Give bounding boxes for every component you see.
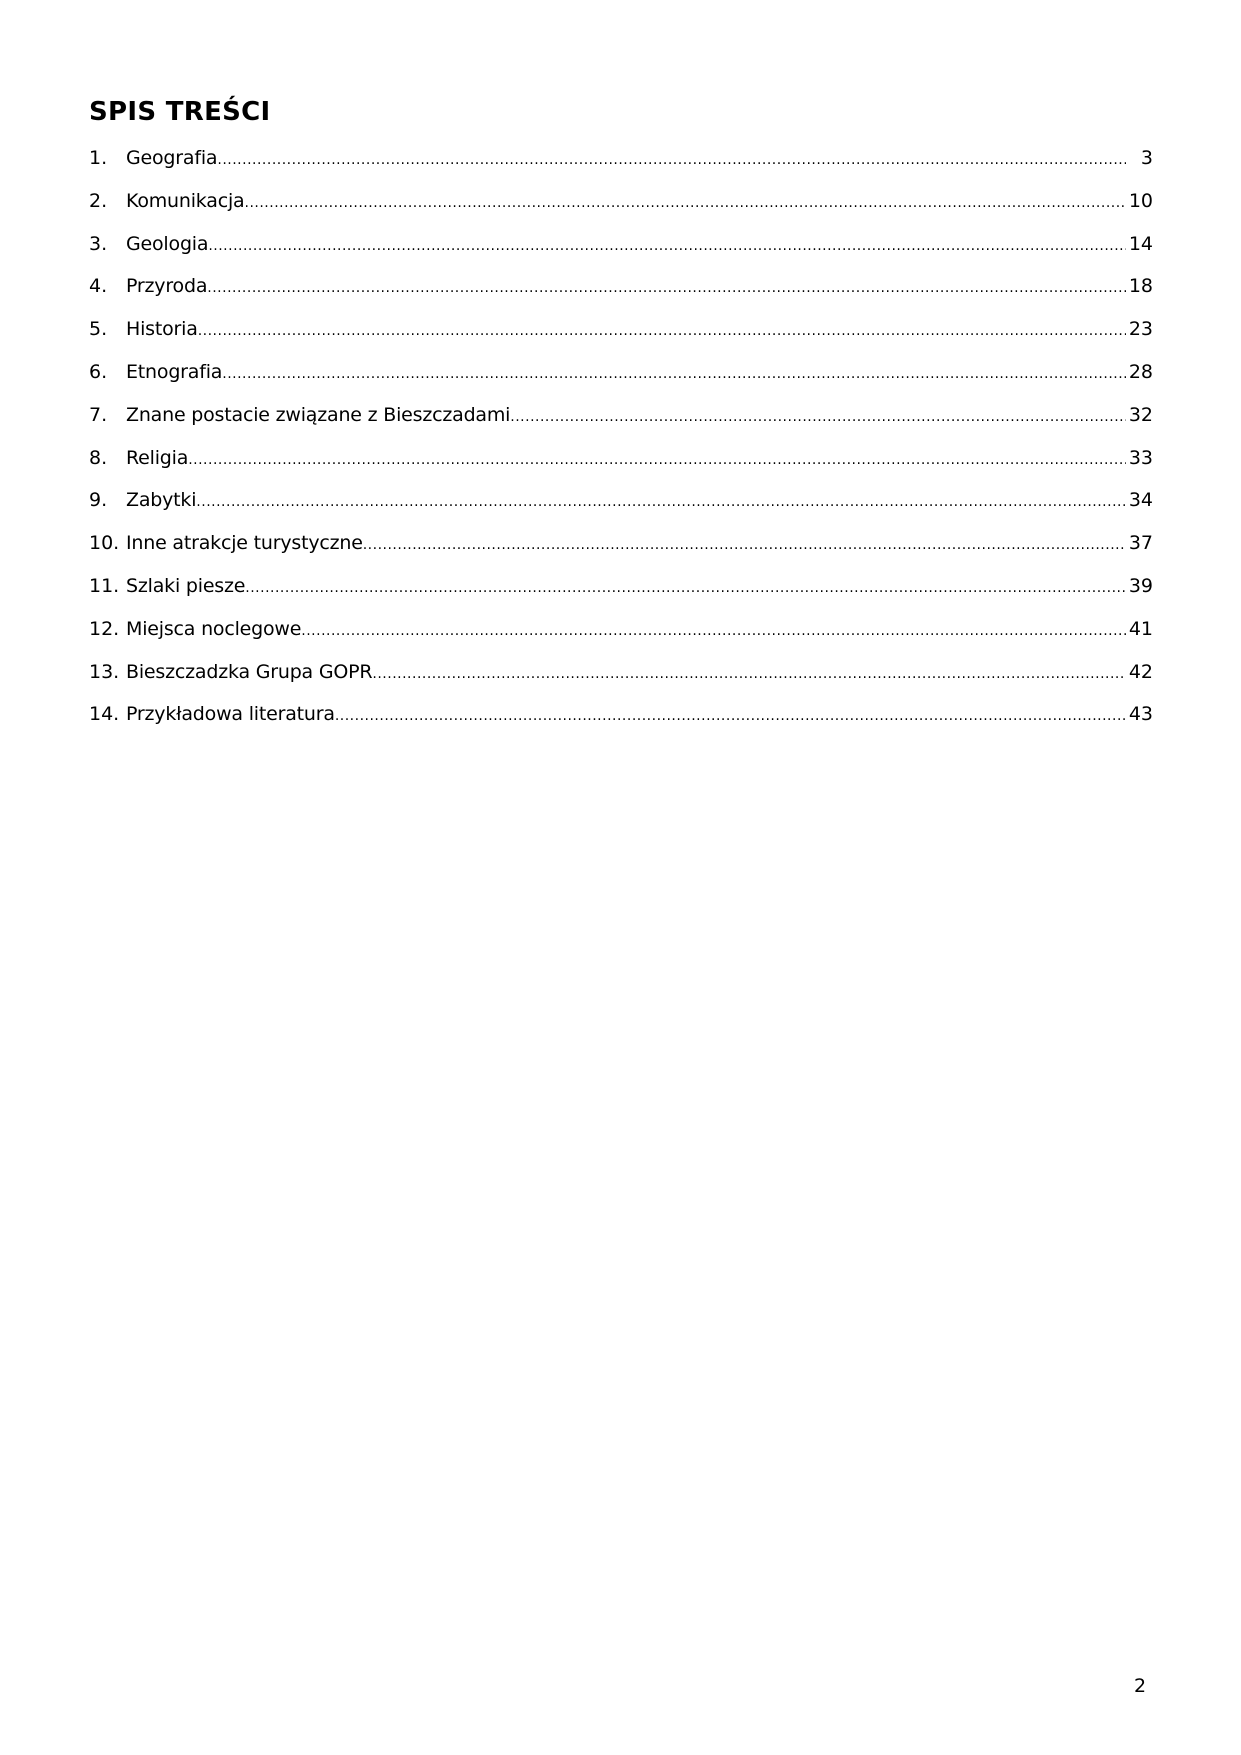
toc-entry-page: 37 bbox=[1128, 532, 1153, 555]
dot-leader bbox=[510, 404, 1126, 430]
toc-entry-label: Geografia bbox=[126, 147, 218, 169]
toc-entry-historia[interactable] bbox=[89, 316, 1153, 359]
toc-entry-page: 34 bbox=[1128, 489, 1153, 512]
toc-title: SPIS TREŚCI bbox=[89, 97, 271, 127]
toc-entry-label: Zabytki bbox=[126, 489, 197, 512]
toc-entry-label: Przykładowa literatura bbox=[126, 703, 335, 726]
toc-entry-label: Geologia bbox=[126, 232, 209, 255]
dot-leader bbox=[245, 575, 1126, 601]
toc-entry-page: 28 bbox=[1128, 360, 1153, 383]
toc-entry-page: 32 bbox=[1128, 403, 1153, 426]
toc-entry-page: 3 bbox=[1140, 147, 1153, 169]
toc-entry-label: Inne atrakcje turystyczne bbox=[126, 532, 363, 555]
toc-entry-page: 14 bbox=[1128, 232, 1153, 255]
toc-entry-label: Przyroda bbox=[126, 275, 208, 298]
toc-entry-label: Komunikacja bbox=[126, 189, 245, 212]
toc-entry-label: Szlaki piesze bbox=[126, 574, 246, 597]
dot-leader bbox=[245, 190, 1126, 216]
dot-leader bbox=[222, 361, 1126, 387]
dot-leader bbox=[188, 447, 1126, 473]
dot-leader bbox=[217, 147, 1126, 173]
toc-entry-geografia[interactable] bbox=[89, 145, 1153, 188]
toc-entry-number: 7. bbox=[89, 403, 108, 426]
toc-entry-label: Miejsca noclegowe bbox=[126, 617, 302, 640]
toc-entry-page: 41 bbox=[1128, 617, 1153, 640]
page-number: 2 bbox=[1134, 1675, 1147, 1697]
toc-entry-przyroda[interactable] bbox=[89, 273, 1153, 316]
toc-entry-zabytki[interactable] bbox=[89, 487, 1153, 530]
toc-entry-number: 3. bbox=[89, 232, 108, 255]
toc-entry-number: 1. bbox=[89, 147, 108, 169]
toc-entry-komunikacja[interactable] bbox=[89, 188, 1153, 231]
toc-entry-page: 33 bbox=[1128, 446, 1153, 469]
toc-entry-szlaki-piesze[interactable] bbox=[89, 573, 1153, 616]
dot-leader bbox=[207, 275, 1126, 301]
toc-entry-label: Bieszczadzka Grupa GOPR bbox=[126, 660, 373, 683]
table-of-contents bbox=[89, 145, 1153, 744]
dot-leader bbox=[372, 661, 1125, 687]
toc-entry-number: 5. bbox=[89, 318, 108, 341]
dot-leader bbox=[208, 233, 1125, 259]
toc-entry-label: Etnografia bbox=[126, 360, 223, 383]
toc-entry-gopr[interactable] bbox=[89, 659, 1153, 702]
toc-entry-label: Religia bbox=[126, 446, 189, 469]
toc-entry-page: 43 bbox=[1128, 703, 1153, 726]
toc-entry-geologia[interactable] bbox=[89, 231, 1153, 274]
toc-entry-page: 23 bbox=[1128, 318, 1153, 341]
toc-entry-number: 12. bbox=[89, 617, 120, 640]
toc-entry-label: Znane postacie związane z Bieszczadami bbox=[126, 403, 511, 426]
toc-entry-number: 13. bbox=[89, 660, 120, 683]
toc-entry-number: 4. bbox=[89, 275, 108, 298]
toc-entry-label: Historia bbox=[126, 318, 198, 341]
toc-entry-number: 6. bbox=[89, 360, 108, 383]
toc-entry-page: 42 bbox=[1128, 660, 1153, 683]
dot-leader bbox=[196, 489, 1126, 515]
dot-leader bbox=[301, 618, 1126, 644]
toc-entry-page: 39 bbox=[1128, 574, 1153, 597]
toc-entry-number: 2. bbox=[89, 189, 108, 212]
toc-entry-page: 10 bbox=[1128, 189, 1153, 212]
toc-entry-number: 14. bbox=[89, 703, 120, 726]
dot-leader bbox=[198, 318, 1126, 344]
toc-entry-miejsca-noclegowe[interactable] bbox=[89, 616, 1153, 659]
toc-entry-religia[interactable] bbox=[89, 445, 1153, 488]
toc-entry-number: 10. bbox=[89, 532, 120, 555]
toc-entry-number: 11. bbox=[89, 574, 120, 597]
toc-entry-znane-postacie[interactable] bbox=[89, 402, 1153, 445]
toc-entry-number: 9. bbox=[89, 489, 108, 512]
dot-leader bbox=[363, 532, 1126, 558]
toc-entry-page: 18 bbox=[1128, 275, 1153, 298]
dot-leader bbox=[335, 703, 1126, 729]
toc-entry-etnografia[interactable] bbox=[89, 359, 1153, 402]
toc-entry-literatura[interactable] bbox=[89, 701, 1153, 744]
toc-entry-number: 8. bbox=[89, 446, 108, 469]
toc-entry-inne-atrakcje[interactable] bbox=[89, 530, 1153, 573]
